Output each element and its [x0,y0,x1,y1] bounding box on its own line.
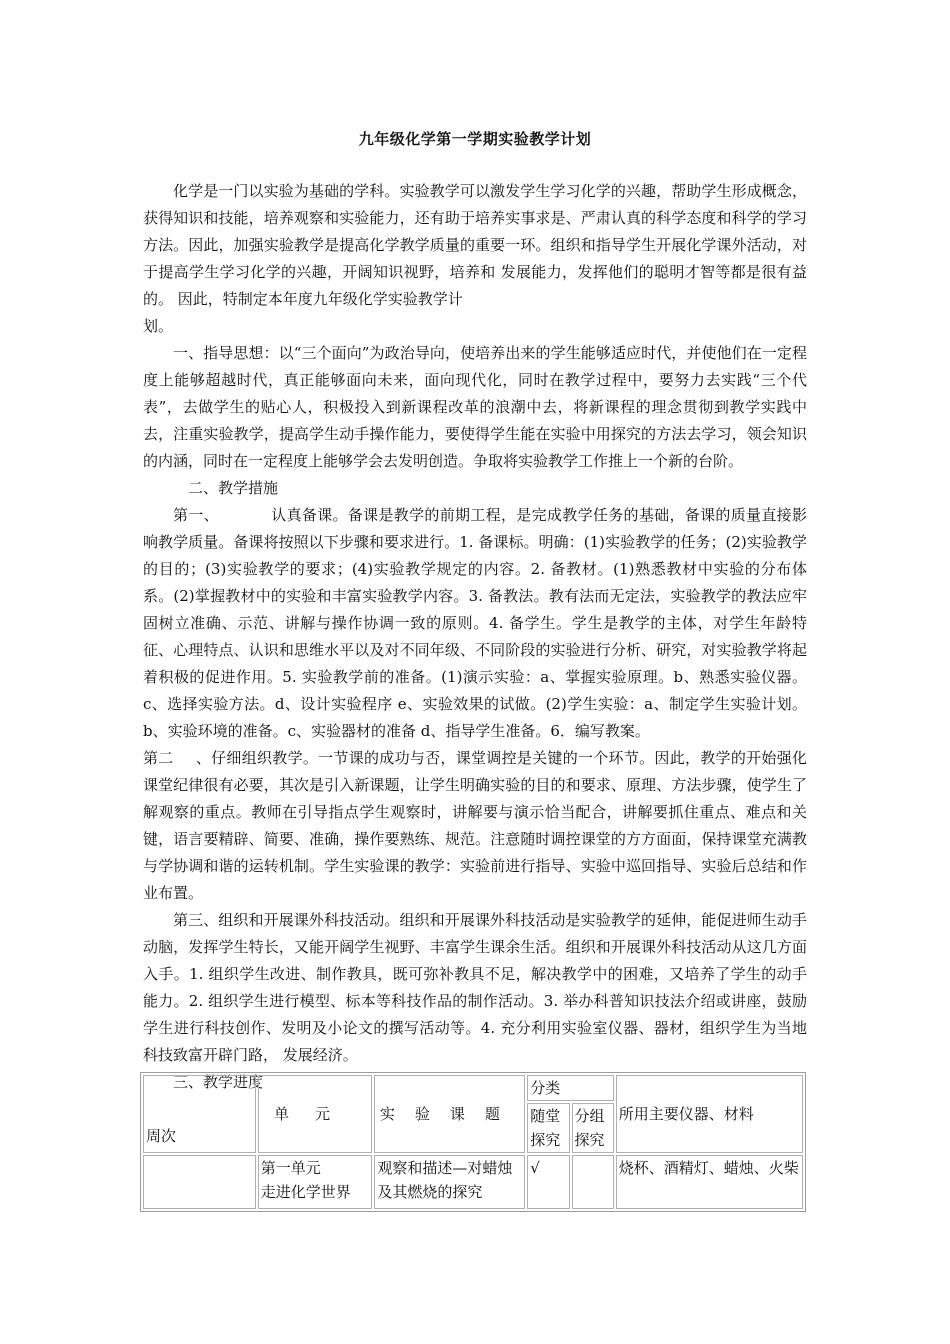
guiding-ideology-paragraph: 一、指导思想：以“三个面向”为政治导向，使培养出来的学生能够适应时代，并使他们在一定程度上能够超越时代，真正能够面向未来，面向现代化，同时在教学过程中，要努力去实践“三个代表”，去做学生的贴心人，积极投入到新课程改革的浪潮中去，将新课程的理念贯彻到教学实践中去，注重实验教学，提高学生动手操作能力，要使得学生能在实验中用探究的方法去学习，领会知识的内涵，同时在一定程度上能够学会去发明创造。争取将实验教学工作推上一个新的台阶。 [143,344,807,470]
intro-paragraph [143,178,807,340]
measure-1-paragraph [143,502,807,745]
measure-3-paragraph: 第三、组织和开展课外科技活动。组织和开展课外科技活动是实验教学的延伸，能促进师生动手动脑，发挥学生特长，又能开阔学生视野、丰富学生课余生活。组织和开展课外科技活动从这几方面入手。1. 组织学生改进、制作教具，既可弥补教具不足，解决教学中的困难，又培养了学生的动手能力。2. 组织学生进行模型、标本等科技作品的制作活动。3. 举办科普知识技法介绍或讲座，鼓励学生进行科技创作、发明及小论文的撰写活动等。4. 充分利用实验室仪器、器材，组织学生为当地科技致富开辟门路， 发展经济。 [143,911,807,1064]
row-group [572,1155,614,1209]
intro-text: 化学是一门以实验为基础的学科。实验教学可以激发学生学习化学的兴趣，帮助学生形成概念，获得知识和技能，培养观察和实验能力，还有助于培养实事求是、严肃认真的科学态度和科学的学习方法。因此，加强实验教学是提高化学教学质量的重要一环。组织和指导学生开展化学课外活动，对于提高学生学习化学的兴趣，开阔知识视野，培养和 发展能力，发挥他们的聪明才智等都是很有益的。 因此，特制定本年度九年级化学实验教学计 [143,182,807,308]
row-demo: √ [527,1155,569,1209]
header-demo: 随堂探究 [527,1103,569,1153]
row-experiment: 观察和描述—对蜡烛及其燃烧的探究 [374,1155,525,1209]
table-header-row [143,1075,803,1101]
header-group: 分组探究 [572,1103,614,1153]
row-week [143,1155,256,1209]
row-materials: 烧杯、酒精灯、蜡烛、火柴 [616,1155,803,1209]
schedule-heading: 三、教学进度 [173,1073,264,1091]
measure-2-text: 、仔细组织教学。一节课的成功与否，课堂调控是关键的一个环节。因此，教学的开始强化课堂纪律很有必要，其次是引入新课题，让学生明确实验的目的和要求、原理、方法步骤，使学生了解观察的重点。教师在引导指点学生观察时，讲解要与演示恰当配合，讲解要抓住重点、难点和关键，语言要精辟、简要、准确，操作要熟练、规范。注意随时调控课堂的方方面面，保持课堂充满教与学协调和谐的运转机制。学生实验课的教学：实验前进行指导、实验中巡回指导、实验后总结和作业布置。 [143,749,807,902]
measure-1-label: 第一、 [173,506,219,524]
row-unit-line1: 第一单元 [260,1159,321,1177]
document-body [143,178,807,1096]
document-title: 九年级化学第一学期实验教学计划 [358,130,592,148]
header-unit: 单元 [258,1075,373,1153]
measure-2-paragraph [143,745,807,907]
table-row [143,1155,803,1209]
header-materials: 所用主要仪器、材料 [616,1075,803,1153]
schedule-table [140,1072,806,1212]
header-category: 分类 [527,1075,614,1101]
header-week: 周次 [143,1075,256,1153]
teaching-measures-heading: 二、教学措施 [188,479,279,497]
row-unit [258,1155,373,1209]
measure-2-label: 第二 [143,749,174,767]
intro-text-end: 划。 [143,317,174,335]
measure-1-text: 认真备课。备课是教学的前期工程，是完成教学任务的基础，备课的质量直接影响教学质量。备课将按照以下步骤和要求进行。1. 备课标。明确：(1)实验教学的任务；(2)实验教学的目的；(3)实验教学的要求；(4)实验教学规定的内容。2. 备教材。(1)熟悉教材中实验的分布体系。(2)掌握教材中的实验和丰富实验教学内容。3. 备教法。教有法而无定法，实验教学的教法应牢固树立准确、示范、讲解与操作协调一致的原则。4. 备学生。学生是教学的主体，对学生年龄特征、心理特点、认识和思维水平以及对不同年级、不同阶段的实验进行分析、研究，对实验教学将起着积极的促进作用。5. 实验教学前的准备。(1)演示实验：a、掌握实验原理。b、熟悉实验仪器。c、选择实验方法。d、设计实验程序 e、实验效果的试做。(2)学生实验：a、制定学生实验计划。b、实验环境的准备。c、实验器材的准备 d、指导学生准备。6．编写教案。 [143,506,807,740]
header-experiment: 实验课题 [374,1075,525,1153]
row-unit-line2: 走进化学世界 [260,1183,351,1201]
